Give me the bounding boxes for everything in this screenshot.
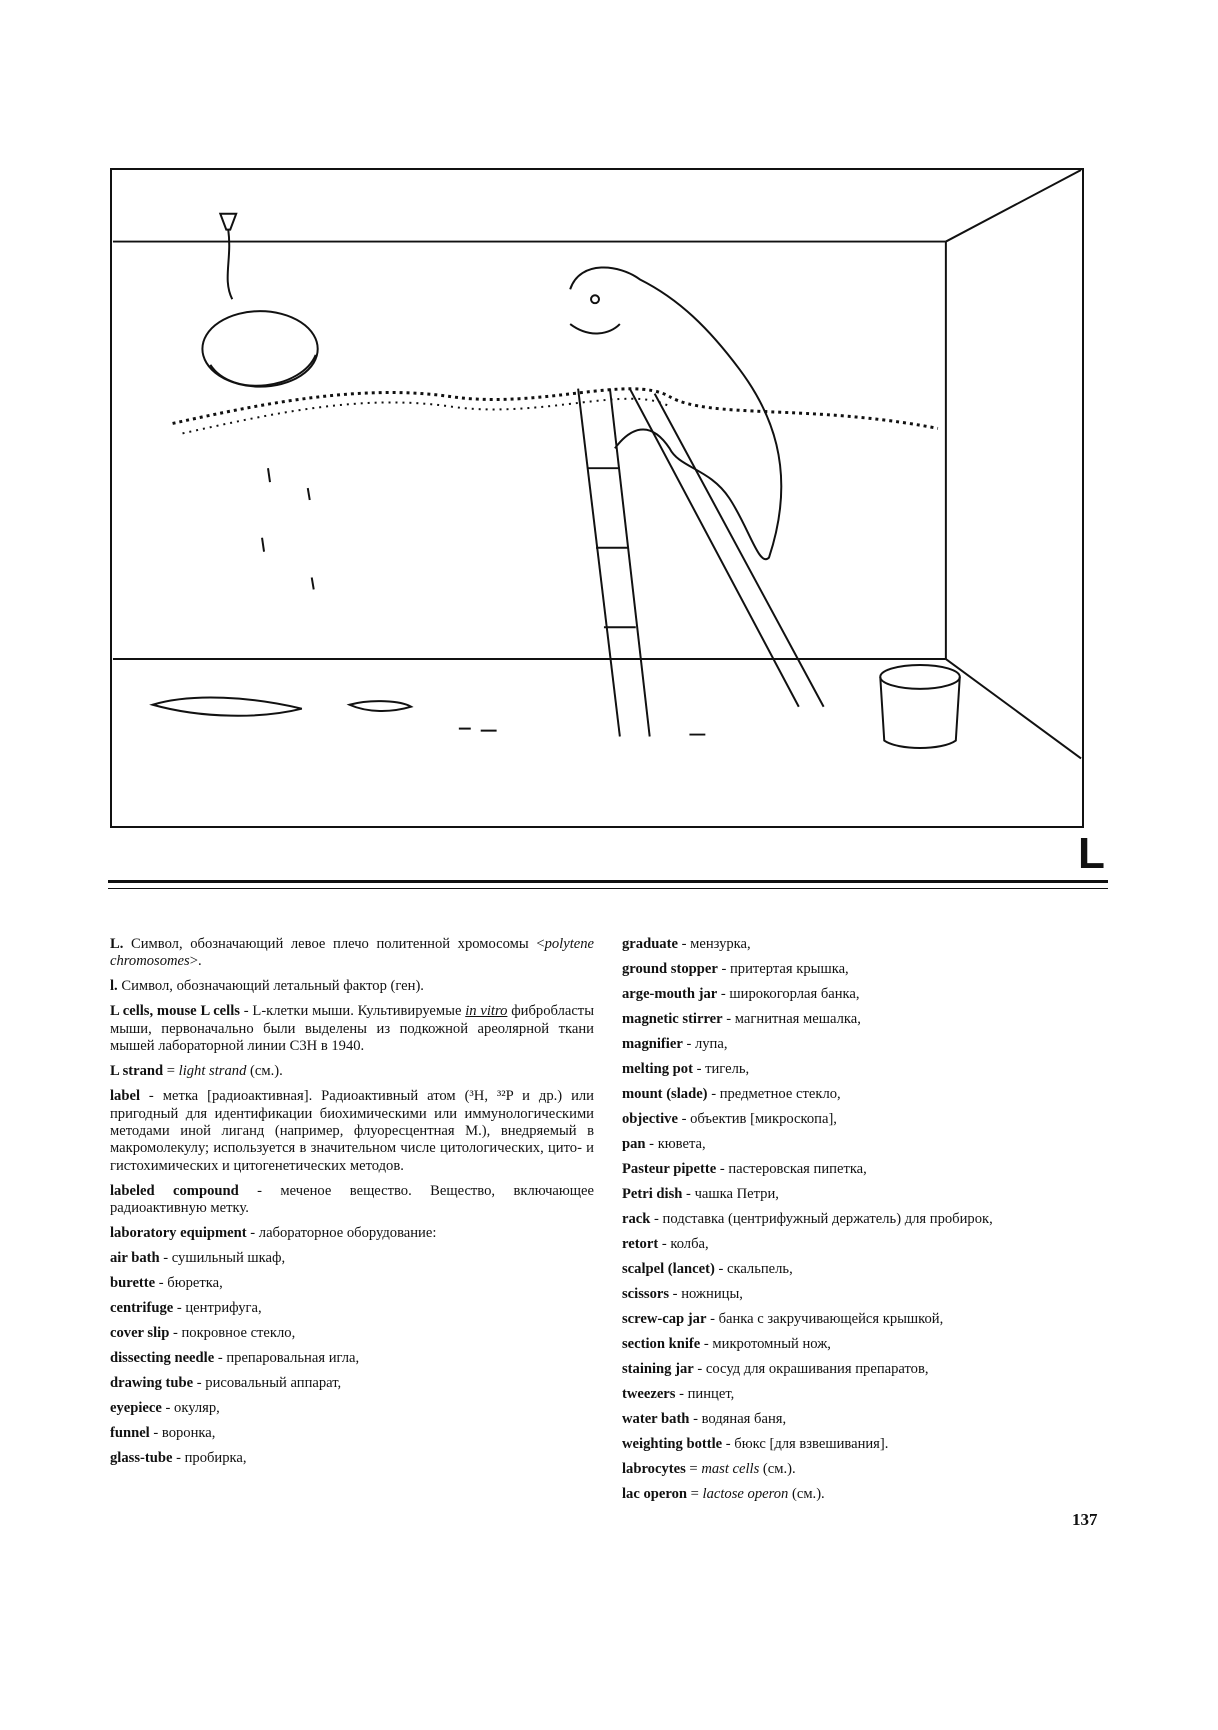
entry-definition: - объектив [микроскопа], [677,1111,837,1127]
dictionary-entry [622,936,1112,953]
dictionary-entry [622,1386,1112,1403]
entry-term: pan [622,1136,646,1152]
entry-term: Pasteur pipette [622,1161,717,1177]
entry-term: magnifier [622,1036,683,1052]
entry-term: centrifuge [110,1300,174,1317]
dictionary-entry [110,1450,594,1467]
entry-term: objective [622,1111,678,1127]
entry-definition: - сушильный шкаф, [159,1250,286,1267]
entry-term: graduate [622,936,678,952]
right-column [622,936,1112,1511]
entry-term: staining jar [622,1361,694,1377]
entry-definition: - водяная баня, [689,1411,787,1427]
entry-definition: - чашка Петри, [682,1186,779,1202]
entry-definition: - ножницы, [669,1286,743,1302]
entry-tail: (см.). [788,1486,825,1502]
entry-definition: - предметное стекло, [707,1086,841,1102]
entry-definition: - пробирка, [172,1450,247,1467]
entry-definition: = [685,1461,702,1477]
entry-definition: - колба, [658,1236,709,1252]
section-letter: L [1078,829,1105,878]
entry-term: L. [110,936,124,952]
entry-definition: - магнитная мешалка, [722,1011,861,1027]
dictionary-entry [110,1225,594,1242]
entry-definition: - микротомный нож, [700,1336,831,1352]
entry-definition: Символ, обозначающий левое плечо политенной хромосомы < [123,936,545,952]
entry-term: melting pot [622,1061,693,1077]
entry-term: scalpel (lancet) [622,1261,715,1277]
dictionary-entry [110,1300,594,1317]
entry-italic: mast cells [701,1461,760,1477]
entry-tail: (см.). [246,1063,283,1080]
entry-definition: - лабораторное оборудование: [246,1225,437,1242]
left-column [110,936,594,1475]
entry-term: scissors [622,1286,670,1302]
dictionary-entry [110,1088,594,1175]
entry-italic: light strand [178,1063,247,1080]
dictionary-entry [110,1250,594,1267]
dictionary-entry [110,1063,594,1080]
entry-term: burette [110,1275,156,1292]
dictionary-entry [622,1036,1112,1053]
entry-definition: - метка [радиоактивная]. Радиоактивный атом (³H, ³²P и др.) или пригодный для идентификации биохимическими или иммунологическими методами иной лиганд (например, флуоресцентная М.), внедряемый в макромолекулу; используется в значительном числе цитологических, цито- и гистохимических и цитогенетических методов. [110,1088,594,1174]
entry-term: arge-mouth jar [622,986,718,1002]
entry-definition: - притертая крышка, [717,961,849,977]
entry-definition: - сосуд для окрашивания препаратов, [693,1361,929,1377]
entry-italic-underline: in vitro [465,1003,508,1020]
dictionary-entry [622,1261,1112,1278]
cartoon-lab-scene-icon [112,170,1082,826]
entry-definition: Символ, обозначающий летальный фактор (ген). [117,978,424,995]
entry-tail: (см.). [759,1461,796,1477]
entry-definition: - скальпель, [714,1261,793,1277]
page-number: 137 [1072,1510,1098,1529]
entry-term: L strand [110,1063,164,1080]
dictionary-entry [622,1411,1112,1428]
entry-term: label [110,1088,140,1105]
dictionary-entry [622,1336,1112,1353]
entry-definition: = [687,1486,703,1502]
entry-definition: - пастеровская пипетка, [716,1161,867,1177]
dictionary-entry [110,1425,594,1442]
entry-definition: - банка с закручивающейся крышкой, [706,1311,944,1327]
dictionary-entry [622,1311,1112,1328]
entry-term: laboratory equipment [110,1225,247,1242]
entry-definition: - покровное стекло, [169,1325,296,1342]
dictionary-entry [110,1325,594,1342]
entry-definition: - воронка, [149,1425,216,1442]
divider-thin [108,888,1108,889]
entry-term: weighting bottle [622,1436,723,1452]
divider-thick [108,880,1108,883]
dictionary-entry [110,936,594,971]
entry-definition: - препаровальная игла, [214,1350,360,1367]
entry-term: funnel [110,1425,150,1442]
entry-definition: - пинцет, [675,1386,735,1402]
entry-term: screw-cap jar [622,1311,707,1327]
entry-term: rack [622,1211,651,1227]
dictionary-entry [110,1400,594,1417]
dictionary-entry [622,1211,1112,1228]
dictionary-entry [622,1011,1112,1028]
dictionary-entry [622,1436,1112,1453]
entry-definition: - кювета, [645,1136,706,1152]
entry-definition: = [163,1063,179,1080]
dictionary-entry [622,1461,1112,1478]
dictionary-entry [622,1161,1112,1178]
dictionary-entry [110,1003,594,1055]
dictionary-entry [622,1061,1112,1078]
dictionary-entry [622,1186,1112,1203]
dictionary-entry [622,1086,1112,1103]
dictionary-entry [622,986,1112,1003]
dictionary-entry [622,1136,1112,1153]
entry-definition: - L-клетки мыши. Культивируемые [239,1003,466,1020]
entry-term: drawing tube [110,1375,194,1392]
dictionary-entry [110,1375,594,1392]
entry-term: ground stopper [622,961,718,977]
entry-term: eyepiece [110,1400,162,1417]
entry-term: L cells, mouse L cells [110,1003,240,1020]
entry-definition: - тигель, [692,1061,750,1077]
dictionary-entry [110,978,594,995]
entry-tail: фибробласты мыши, первоначально были выделены из подкожной ареолярной ткани мышей лабораторной линии С3Н в 1940. [110,1003,594,1055]
dictionary-entry [110,1183,594,1218]
dictionary-entry [622,1111,1112,1128]
entry-term: l. [110,978,118,995]
entry-term: water bath [622,1411,690,1427]
entry-term: retort [622,1236,659,1252]
illustration [110,168,1084,828]
entry-term: air bath [110,1250,160,1267]
entry-definition: - рисовальный аппарат, [193,1375,342,1392]
entry-definition: - центрифуга, [173,1300,262,1317]
dictionary-entry [622,1361,1112,1378]
entry-term: dissecting needle [110,1350,215,1367]
dictionary-entry [622,961,1112,978]
entry-term: tweezers [622,1386,676,1402]
entry-tail: >. [189,953,202,970]
dictionary-entry [622,1486,1112,1503]
entry-term: mount (slade) [622,1086,708,1102]
entry-definition: - мензурка, [677,936,751,952]
entry-term: section knife [622,1336,701,1352]
entry-definition: - подставка (центрифужный держатель) для пробирок, [650,1211,993,1227]
dictionary-entry [622,1236,1112,1253]
entry-term: cover slip [110,1325,170,1342]
entry-term: Petri dish [622,1186,683,1202]
entry-definition: - лупа, [682,1036,728,1052]
entry-term: lac operon [622,1486,687,1502]
entry-definition: - бюкс [для взвешивания]. [722,1436,889,1452]
entry-term: labeled compound [110,1182,239,1199]
entry-term: labrocytes [622,1461,686,1477]
entry-definition: - окуляр, [161,1400,220,1417]
entry-definition: - бюретка, [155,1275,223,1292]
dictionary-entry [110,1350,594,1367]
entry-definition: - меченое вещество. Вещество, включающее радиоактивную метку. [110,1182,594,1217]
entry-term: magnetic stirrer [622,1011,723,1027]
dictionary-entry [622,1286,1112,1303]
dictionary-entry [110,1275,594,1292]
entry-italic: polytene chromosomes [110,936,594,970]
entry-italic: lactose operon [702,1486,789,1502]
entry-term: glass-tube [110,1450,173,1467]
entry-definition: - широкогорлая банка, [717,986,860,1002]
